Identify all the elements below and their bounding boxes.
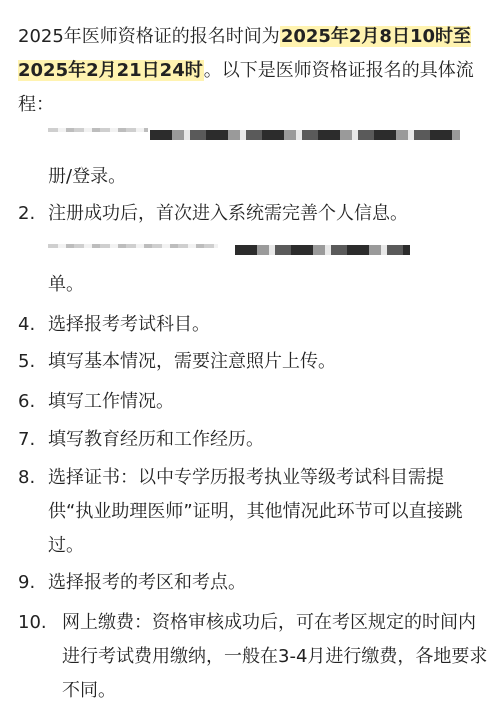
step-text: 选择报考的考区和考点。: [48, 572, 246, 593]
intro-prefix: 2025年医师资格证的报名时间为: [18, 26, 280, 47]
intro-paragraph: [18, 20, 484, 122]
intro-suffix: 。以下是医师资格证报名的具体流程：: [18, 60, 474, 115]
list-item: [18, 566, 488, 600]
step-text: 册/登录。: [48, 166, 127, 187]
step-number: 9.: [18, 572, 36, 593]
step-text: 网上缴费：资格审核成功后，可在考区规定的时间内进行考试费用缴纳，一般在3-4月进行缴费，各地要求不同。: [62, 612, 488, 701]
registration-period-highlight: 2025年2月8日10时至2025年2月21日24时: [18, 26, 472, 81]
step-number: 6.: [18, 391, 36, 412]
step-text: 填写工作情况。: [48, 391, 174, 412]
step-text: 单。: [48, 274, 84, 295]
step-number: 5.: [18, 351, 36, 372]
step-number: 7.: [18, 429, 36, 450]
list-item: [18, 160, 488, 194]
step-text: 填写教育经历和工作经历。: [48, 429, 264, 450]
list-item: [18, 461, 488, 563]
step-number: 10.: [18, 612, 47, 633]
redacted-text: [48, 128, 148, 132]
list-item: [18, 197, 488, 231]
step-number: 4.: [18, 314, 36, 335]
step-text: 选择证书：以中专学历报考执业等级考试科目需提供“执业助理医师”证明，其他情况此环节可以直接跳过。: [48, 467, 463, 556]
redacted-text: [48, 244, 218, 248]
step-text: 注册成功后，首次进入系统需完善个人信息。: [48, 203, 408, 224]
step-number: 8.: [18, 467, 36, 488]
list-item: [18, 268, 488, 302]
list-item: [18, 308, 488, 342]
redacted-text: [235, 245, 410, 255]
step-text: 选择报考考试科目。: [48, 314, 210, 335]
step-number: 2.: [18, 203, 36, 224]
list-item: [18, 345, 488, 379]
list-item: [18, 385, 488, 419]
list-item: [18, 606, 488, 708]
redacted-text: [150, 130, 460, 140]
list-item: [18, 423, 488, 457]
step-text: 填写基本情况，需要注意照片上传。: [48, 351, 336, 372]
